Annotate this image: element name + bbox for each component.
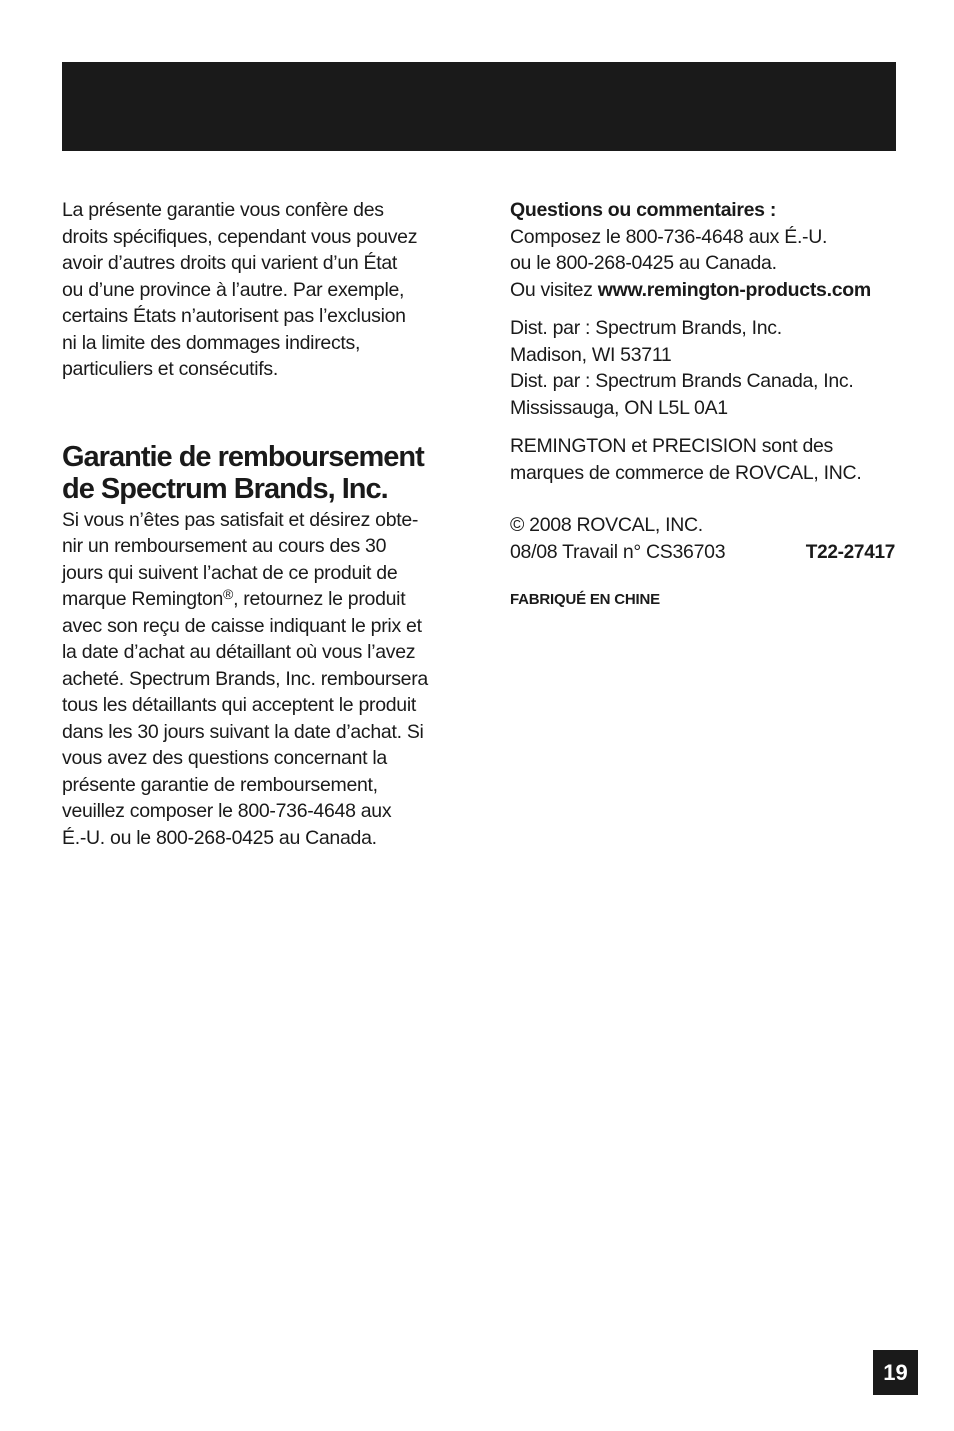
made-in-label: FABRIQUÉ EN CHINE xyxy=(510,591,660,608)
registered-mark: ® xyxy=(223,586,234,602)
trademark-block: REMINGTON et PRECISION sont des marques de commerce de ROVCAL, INC. xyxy=(510,435,862,484)
right-column xyxy=(510,197,900,614)
warranty-rights-paragraph: La présente garantie vous confère des droits spécifiques, cependant vous pouvez avoir d’autres droits qui varient d’un État ou d’une province à l’autre. Par exemple, certains États n’autorisent pas l’exclusion ni la limite des dommages indirects, particuliers et consécutifs. xyxy=(62,199,418,380)
questions-title: Questions ou commentaires : xyxy=(510,199,777,221)
product-code: T22-27417 xyxy=(805,542,895,563)
copyright-text: © 2008 ROVCAL, INC. xyxy=(510,514,703,536)
page-number: 19 xyxy=(873,1350,918,1395)
website-link[interactable]: www.remington-products.com xyxy=(597,278,871,301)
refund-heading: Garantie de remboursement de Spectrum Brands, Inc. xyxy=(62,440,424,505)
refund-paragraph: Si vous n’êtes pas satisfait et désirez obte- nir un remboursement au cours des 30 jours qui suivent l’achat de ce produit de marque Remington®, retournez le produit avec son reçu de caisse indiquant le prix et la date d’achat au détaillant où vous l’avez acheté. Spectrum Brands, Inc. remboursera tous les détaillants qui acceptent le produit dans les 30 jours suivant la date d’achat. Si vous avez des questions concernant la présente garantie de remboursement, veuillez composer le 800-736-4648 aux É.-U. ou le 800-268-0425 au Canada. xyxy=(62,508,428,849)
header-bar xyxy=(62,62,896,151)
distributor-block: Dist. par : Spectrum Brands, Inc. Madison, WI 53711 Dist. par : Spectrum Brands Canada, Inc. Mississauga, ON L5L 0A1 xyxy=(510,317,854,419)
job-number: 08/08 Travail n° CS36703 xyxy=(510,540,726,563)
left-column xyxy=(62,197,452,851)
contact-block: Questions ou commentaires : Composez le 800-736-4648 aux É.-U. ou le 800-268-0425 au Canada. Ou visitez www.remington-products.com xyxy=(510,199,871,301)
copyright-block xyxy=(510,512,900,565)
